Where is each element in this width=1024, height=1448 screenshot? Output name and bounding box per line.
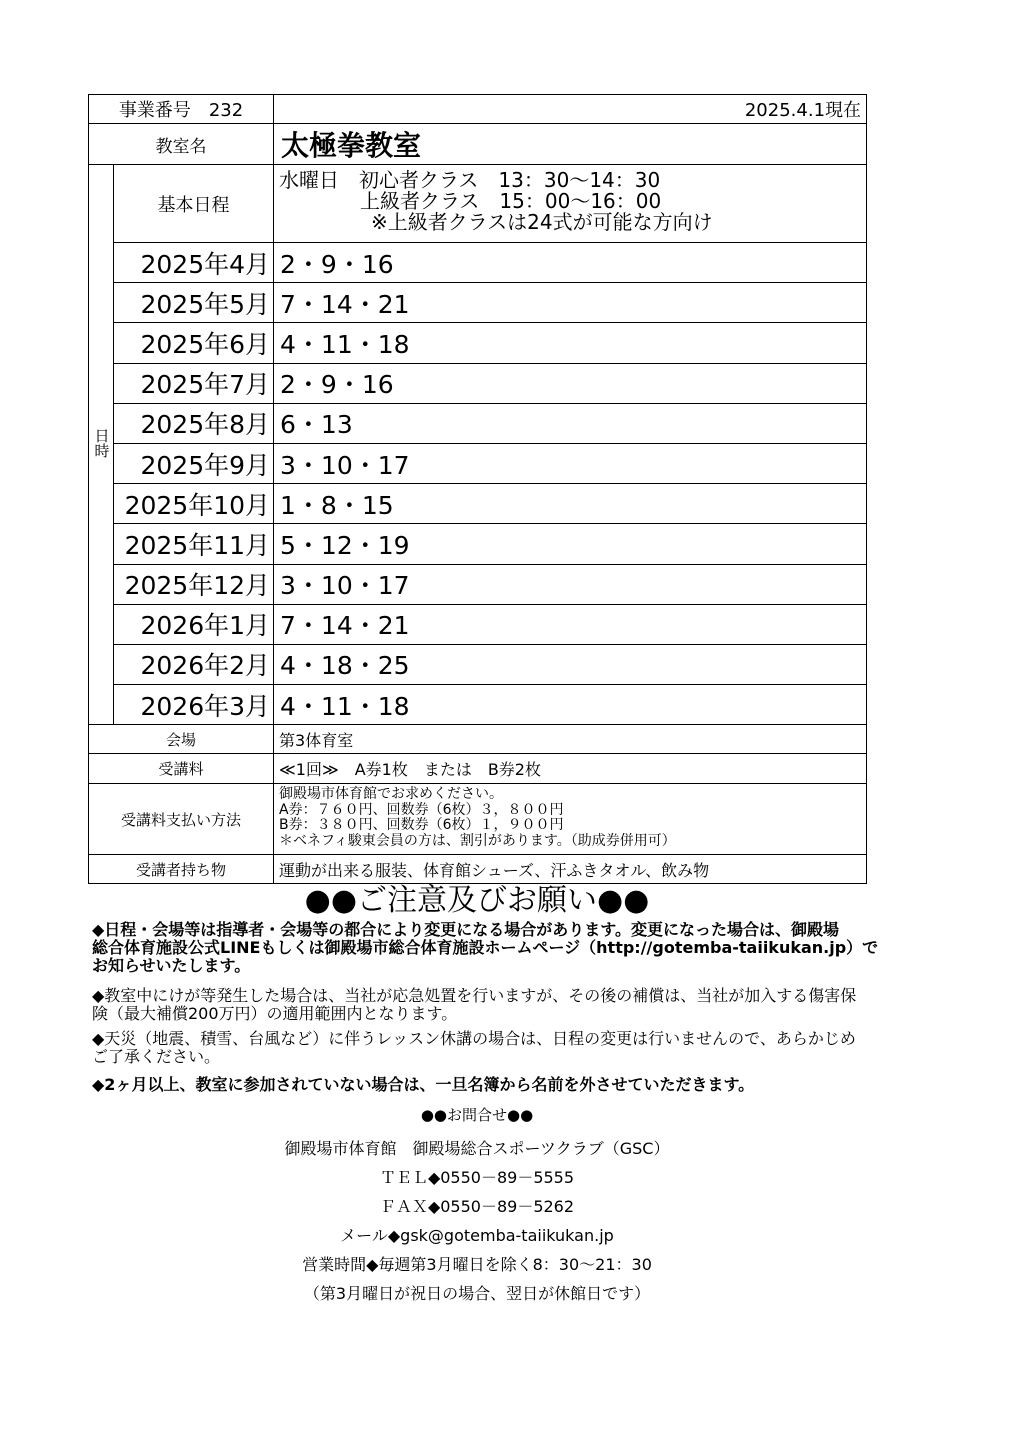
class-name: 太極拳教室: [274, 124, 867, 165]
month-row: [89, 443, 867, 483]
month-label: 2025年11月: [114, 524, 274, 564]
month-row: [89, 564, 867, 604]
notice-line: お知らせいたします。: [92, 956, 251, 975]
business-number: 事業番号 232: [89, 95, 274, 124]
class-info-table: [88, 94, 867, 884]
month-label: 2025年10月: [114, 484, 274, 524]
basic-schedule-label: 基本日程: [114, 165, 274, 243]
month-dates: 4・11・18: [274, 685, 867, 725]
notice-line: ◆2ヶ月以上、教室に参加されていない場合は、一旦名簿から名前を外させていただきます。: [92, 1075, 755, 1094]
month-row: [89, 685, 867, 725]
month-row: [89, 403, 867, 443]
notice-heading: ●●ご注意及びお願い●●: [304, 883, 650, 918]
month-row: [89, 283, 867, 323]
month-label: 2025年9月: [114, 443, 274, 483]
payment-line: A券：７６０円、回数券（6枚）３，８００円: [279, 801, 564, 818]
schedule-line-advanced: 上級者クラス 15：00～16：00: [360, 189, 662, 213]
notice-line: 総合体育施設公式LINEもしくは御殿場市総合体育施設ホームページ（http://gotemba-taiikukan.jp）で: [92, 938, 879, 957]
month-label: 2025年8月: [114, 403, 274, 443]
schedule-line-beginner: 水曜日 初心者クラス 13：30～14：30: [279, 168, 661, 192]
venue-label: 会場: [89, 725, 274, 754]
schedule-line-note: ※上級者クラスは24式が可能な方向け: [371, 210, 713, 234]
month-label: 2025年12月: [114, 564, 274, 604]
month-dates: 4・11・18: [274, 323, 867, 363]
notice-line: 険（最大補償200万円）の適用範囲内となります。: [92, 1004, 458, 1023]
month-row: [89, 604, 867, 644]
month-dates: 3・10・17: [274, 443, 867, 483]
basic-schedule-row: [89, 165, 867, 243]
contact-mail: メール◆gsk@gotemba-taiikukan.jp: [340, 1226, 614, 1245]
month-dates: 1・8・15: [274, 484, 867, 524]
payment-label: 受講料支払い方法: [89, 784, 274, 855]
as-of-date: 2025.4.1現在: [274, 95, 867, 124]
month-dates: 7・14・21: [274, 604, 867, 644]
contact-organization: 御殿場市体育館 御殿場総合スポーツクラブ（GSC）: [284, 1139, 670, 1158]
notice-line: ◆天災（地震、積雪、台風など）に伴うレッスン休講の場合は、日程の変更は行いませんので、あらかじめ: [92, 1029, 856, 1048]
payment-row: [89, 784, 867, 855]
header-row: [89, 95, 867, 124]
notice-paragraph: [92, 1030, 864, 1066]
month-label: 2026年1月: [114, 604, 274, 644]
month-label: 2025年4月: [114, 243, 274, 283]
month-dates: 5・12・19: [274, 524, 867, 564]
fee-value: ≪1回≫ A券1枚 または B券2枚: [274, 754, 867, 784]
contact-hours: 営業時間◆毎週第3月曜日を除く8：30～21：30: [302, 1255, 652, 1274]
month-label: 2025年7月: [114, 363, 274, 403]
month-label: 2025年6月: [114, 323, 274, 363]
basic-schedule: [274, 165, 867, 243]
notice-paragraph: [92, 987, 864, 1023]
month-row: [89, 484, 867, 524]
fee-row: [89, 754, 867, 784]
class-name-row: [89, 124, 867, 165]
venue-row: [89, 725, 867, 754]
belongings-label: 受講者持ち物: [89, 855, 274, 884]
month-label: 2026年3月: [114, 685, 274, 725]
month-dates: 2・9・16: [274, 243, 867, 283]
contact-info: [88, 1101, 866, 1308]
venue-value: 第3体育室: [274, 725, 867, 754]
month-label: 2026年2月: [114, 644, 274, 684]
month-label: 2025年5月: [114, 283, 274, 323]
payment-line: ＊ベネフィ駿東会員の方は、割引があります。（助成券併用可）: [279, 832, 676, 849]
month-row: [89, 644, 867, 684]
month-dates: 6・13: [274, 403, 867, 443]
contact-hours-note: （第3月曜日が祝日の場合、翌日が休館日です）: [303, 1284, 651, 1303]
notice-paragraph: [92, 920, 879, 975]
month-dates: 2・9・16: [274, 363, 867, 403]
month-row: [89, 243, 867, 283]
fee-label: 受講料: [89, 754, 274, 784]
notice-line: ご了承ください。: [92, 1047, 221, 1066]
month-dates: 4・18・25: [274, 644, 867, 684]
notice-paragraph: [92, 1076, 864, 1094]
payment-line: 御殿場市体育館でお求めください。: [279, 786, 504, 803]
class-name-label: 教室名: [89, 124, 274, 165]
month-row: [89, 363, 867, 403]
contact-heading: ●●お問合せ●●: [420, 1106, 534, 1124]
datetime-label-text: 日時: [92, 427, 111, 458]
month-dates: 7・14・21: [274, 283, 867, 323]
payment-details: [274, 784, 867, 855]
month-dates: 3・10・17: [274, 564, 867, 604]
contact-fax: ＦＡＸ◆0550－89－5262: [379, 1197, 575, 1216]
month-row: [89, 323, 867, 363]
datetime-label: [89, 165, 114, 725]
belongings-value: 運動が出来る服装、体育館シューズ、汗ふきタオル、飲み物: [274, 855, 867, 884]
contact-tel: ＴＥＬ◆0550－89－5555: [379, 1168, 575, 1187]
notice-notes: [92, 920, 879, 1094]
month-row: [89, 524, 867, 564]
payment-line: B券：３８０円、回数券（6枚）１，９００円: [279, 817, 564, 834]
notice-line: ◆教室中にけが等発生した場合は、当社が応急処置を行いますが、その後の補償は、当社が加入する傷害保: [92, 986, 857, 1005]
notice-line: ◆日程・会場等は指導者・会場等の都合により変更になる場合があります。変更になった場合は、御殿場: [92, 920, 840, 939]
belongings-row: [89, 855, 867, 884]
